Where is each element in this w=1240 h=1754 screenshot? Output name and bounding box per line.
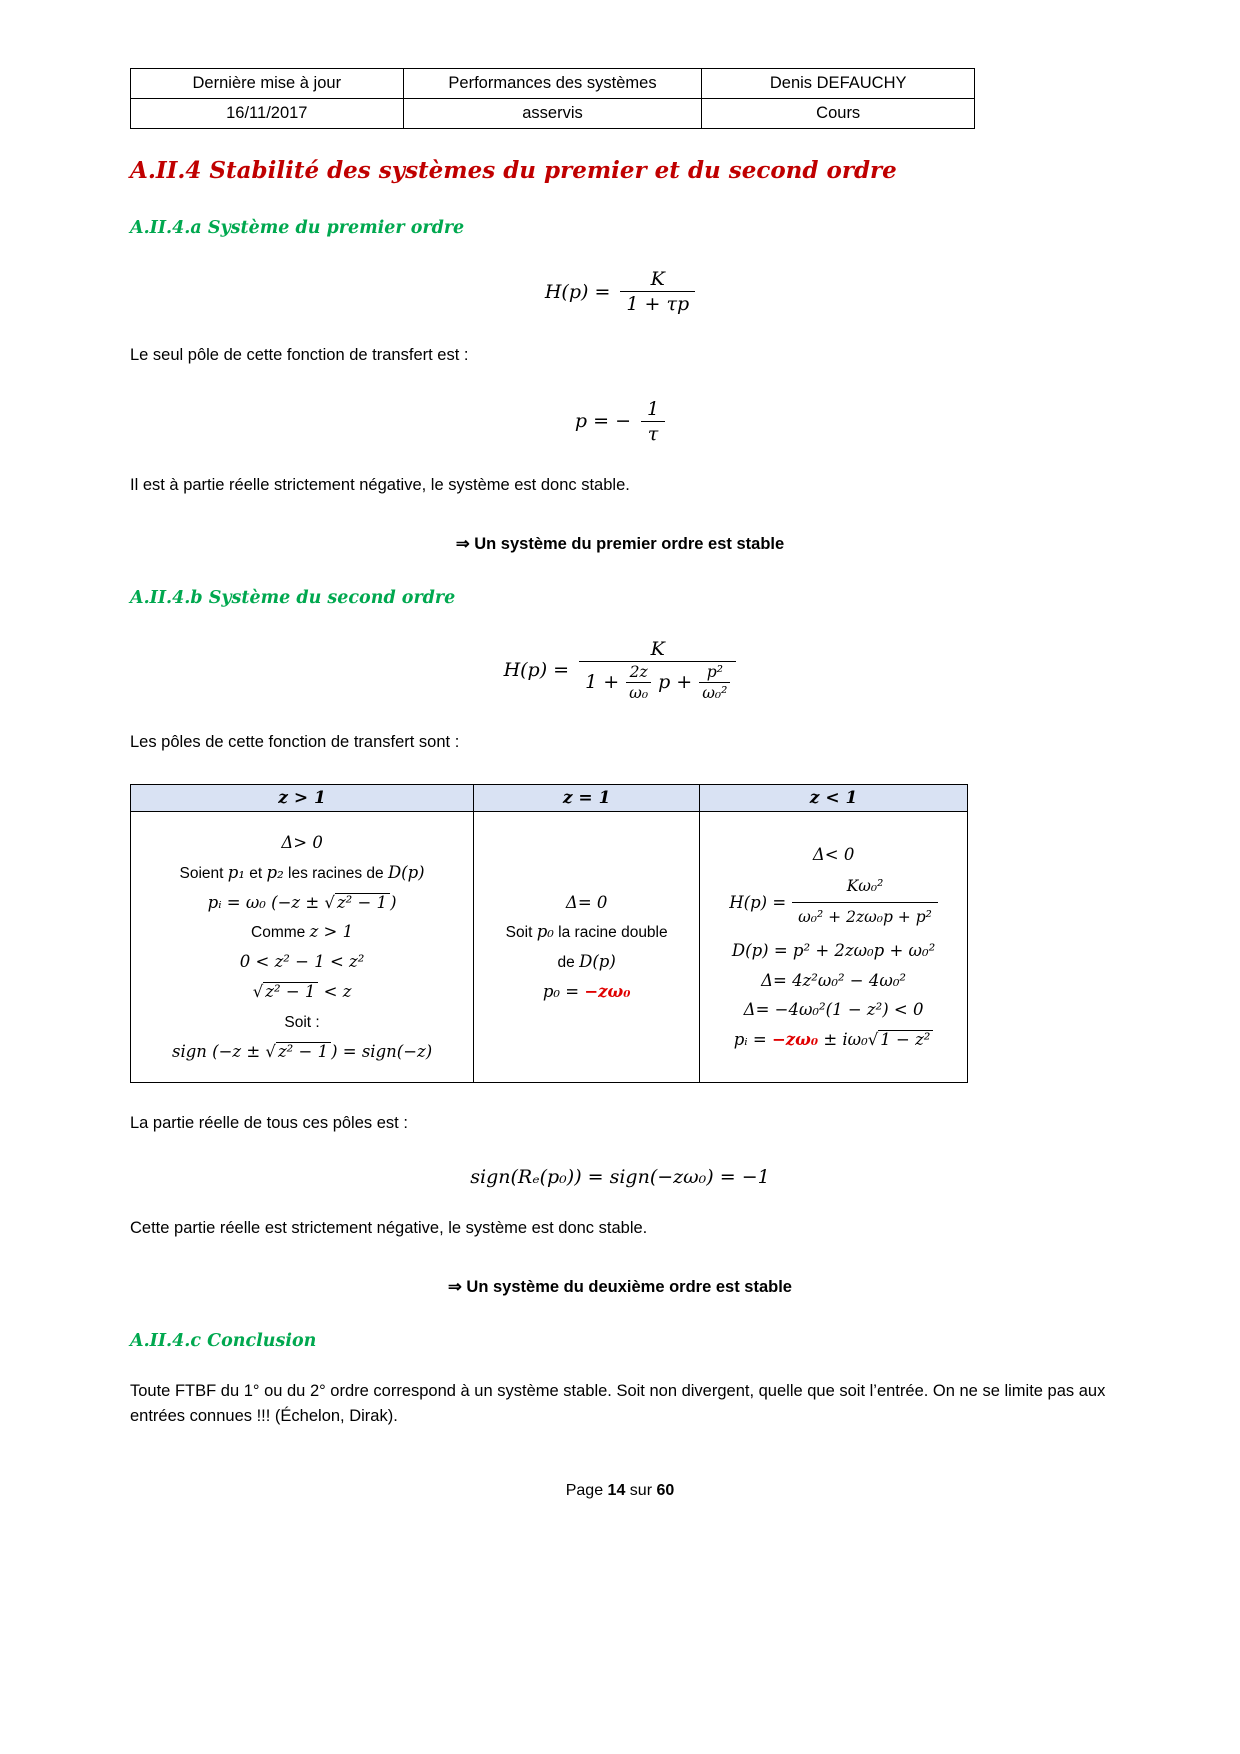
paragraph-first-order-pole: Le seul pôle de cette fonction de transfert est : bbox=[130, 346, 469, 364]
fraction-denominator: ω₀² + 2zω₀p + p² bbox=[798, 908, 932, 927]
cell-z-lt-1 bbox=[700, 812, 968, 1083]
footer-page-number: 14 bbox=[607, 1482, 626, 1499]
math-line-dp-expression: D(p) = p² + 2zω₀p + ω₀² bbox=[731, 941, 936, 961]
subsection-heading-c: A.II.4.c Conclusion bbox=[130, 1330, 317, 1351]
math-line-roots-intro: Soient p₁ et p₂ les racines de D(p) bbox=[179, 862, 425, 882]
math-line-of-dp: de D(p) bbox=[557, 952, 616, 972]
header-last-update-date: 16/11/2017 bbox=[131, 99, 404, 129]
sqrt-radicand: z² − 1 bbox=[263, 982, 318, 1002]
poles-table-body-row bbox=[131, 812, 968, 1083]
document-header-table bbox=[130, 68, 975, 129]
conclusion-first-order: ⇒ Un système du premier ordre est stable bbox=[455, 534, 785, 553]
paragraph-first-order-stable: Il est à partie réelle strictement négative, le système est donc stable. bbox=[130, 475, 630, 494]
cell-z-gt-1 bbox=[131, 812, 474, 1083]
sqrt-radicand: z² − 1 bbox=[276, 1042, 331, 1062]
formula-first-order-pole bbox=[130, 398, 1110, 445]
fraction-denominator bbox=[579, 662, 736, 702]
math-line-delta-expression: Δ= 4z²ω₀² − 4ω₀² bbox=[761, 970, 907, 990]
formula-lhs: H(p) = bbox=[544, 280, 611, 303]
formula-second-order-tf bbox=[130, 638, 1110, 702]
math-line-double-root-intro: Soit p₀ la racine double bbox=[505, 922, 668, 942]
paragraph-conclusion: Toute FTBF du 1° ou du 2° ordre correspond à un système stable. Soit non divergent, quelle que soit l’entrée. On ne se limite pas aux entrées connues !!! (Échelon, Dirak). bbox=[130, 1381, 1106, 1425]
fraction bbox=[792, 873, 938, 932]
highlighted-value: −zω₀ bbox=[771, 1030, 819, 1050]
formula-lhs: H(p) = bbox=[503, 658, 570, 681]
fraction-denominator: 1 + τp bbox=[626, 293, 690, 315]
sqrt-radicand: 1 − z² bbox=[878, 1030, 933, 1050]
footer-page-total: 60 bbox=[656, 1482, 675, 1499]
fraction-numerator: Kω₀² bbox=[792, 873, 938, 903]
fraction bbox=[620, 268, 695, 315]
header-course-title-line1: Performances des systèmes bbox=[403, 69, 702, 99]
math-line-sqrt-lt-z: √ z² − 1 < z bbox=[252, 982, 352, 1002]
fraction-numerator: 1 bbox=[641, 398, 665, 422]
section-title: A.II.4 Stabilité des systèmes du premier et du second ordre bbox=[130, 157, 897, 184]
header-course-title-line2: asservis bbox=[403, 99, 702, 129]
footer-page-label: Page bbox=[565, 1482, 608, 1499]
table-header-z-lt-1: z < 1 bbox=[700, 785, 968, 812]
page-footer bbox=[0, 1482, 1240, 1500]
footer-sur-label: sur bbox=[625, 1482, 657, 1499]
cell-z-eq-1 bbox=[474, 812, 700, 1083]
math-line-comme: Comme z > 1 bbox=[251, 922, 354, 942]
math-line-pi-complex: pᵢ = −zω₀ ± iω₀√ 1 − z² bbox=[706, 1025, 961, 1055]
den-term-1: 1 + bbox=[585, 671, 620, 693]
math-line-p0-value: p₀ = −zω₀ bbox=[542, 982, 631, 1002]
formula-lhs: p = − bbox=[574, 410, 631, 433]
math-line-delta-negative: Δ< 0 bbox=[812, 844, 855, 864]
table-header-z-eq-1: z = 1 bbox=[474, 785, 700, 812]
sqrt-radicand: z² − 1 bbox=[335, 893, 390, 913]
fraction-numerator: p² bbox=[699, 663, 730, 683]
fraction-numerator: 2z bbox=[626, 663, 651, 683]
math-line-delta-positive: Δ> 0 bbox=[281, 833, 323, 853]
fraction-denominator: ω₀ bbox=[629, 683, 649, 702]
math-line-pi-expression: pᵢ = ω₀ (−z ± √ z² − 1 ) bbox=[207, 892, 397, 912]
nested-fraction-1 bbox=[626, 663, 651, 702]
formula-sign-real-part bbox=[130, 1166, 1110, 1188]
nested-fraction-2 bbox=[699, 663, 730, 702]
math-line-delta-negative-proof: Δ= −4ω₀²(1 − z²) < 0 bbox=[743, 1000, 924, 1020]
paragraph-second-order-stable: Cette partie réelle est strictement négative, le système est donc stable. bbox=[130, 1219, 648, 1237]
highlighted-value: −zω₀ bbox=[584, 982, 631, 1002]
fraction-denominator: τ bbox=[647, 422, 659, 445]
poles-table-header-row bbox=[131, 785, 968, 812]
header-doc-type: Cours bbox=[702, 99, 975, 129]
header-author: Denis DEFAUCHY bbox=[702, 69, 975, 99]
header-last-update-label: Dernière mise à jour bbox=[131, 69, 404, 99]
fraction-numerator: K bbox=[620, 268, 695, 292]
subsection-heading-b: A.II.4.b Système du second ordre bbox=[130, 587, 456, 608]
formula-body: sign(Rₑ(p₀)) = sign(−zω₀) = −1 bbox=[470, 1166, 770, 1188]
fraction-numerator: K bbox=[579, 638, 736, 662]
den-term-2: p + bbox=[658, 671, 693, 693]
formula-first-order-tf bbox=[130, 268, 1110, 315]
math-line-hp-fraction: H(p) = $\frac{\text{Kω₀²}}{\text{ω₀² + 2zω₀p + p²}}$ bbox=[706, 873, 961, 932]
fraction bbox=[579, 638, 736, 702]
subsection-heading-a: A.II.4.a Système du premier ordre bbox=[130, 218, 465, 238]
conclusion-second-order: ⇒ Un système du deuxième ordre est stable bbox=[448, 1277, 792, 1296]
fraction-denominator: ω₀² bbox=[702, 683, 728, 702]
math-line-delta-zero: Δ= 0 bbox=[565, 892, 608, 912]
poles-table bbox=[130, 784, 968, 1083]
paragraph-second-order-poles: Les pôles de cette fonction de transfert sont : bbox=[130, 732, 460, 751]
paragraph-real-part: La partie réelle de tous ces pôles est : bbox=[130, 1114, 408, 1133]
denominator-row bbox=[585, 663, 730, 702]
fraction bbox=[641, 398, 665, 445]
math-line-sign-equation: sign (−z ± √ z² − 1 ) = sign(−z) bbox=[171, 1041, 433, 1061]
table-header-z-gt-1: z > 1 bbox=[131, 785, 474, 812]
math-line-inequality: 0 < z² − 1 < z² bbox=[239, 952, 365, 972]
math-line-soit: Soit : bbox=[284, 1013, 320, 1031]
